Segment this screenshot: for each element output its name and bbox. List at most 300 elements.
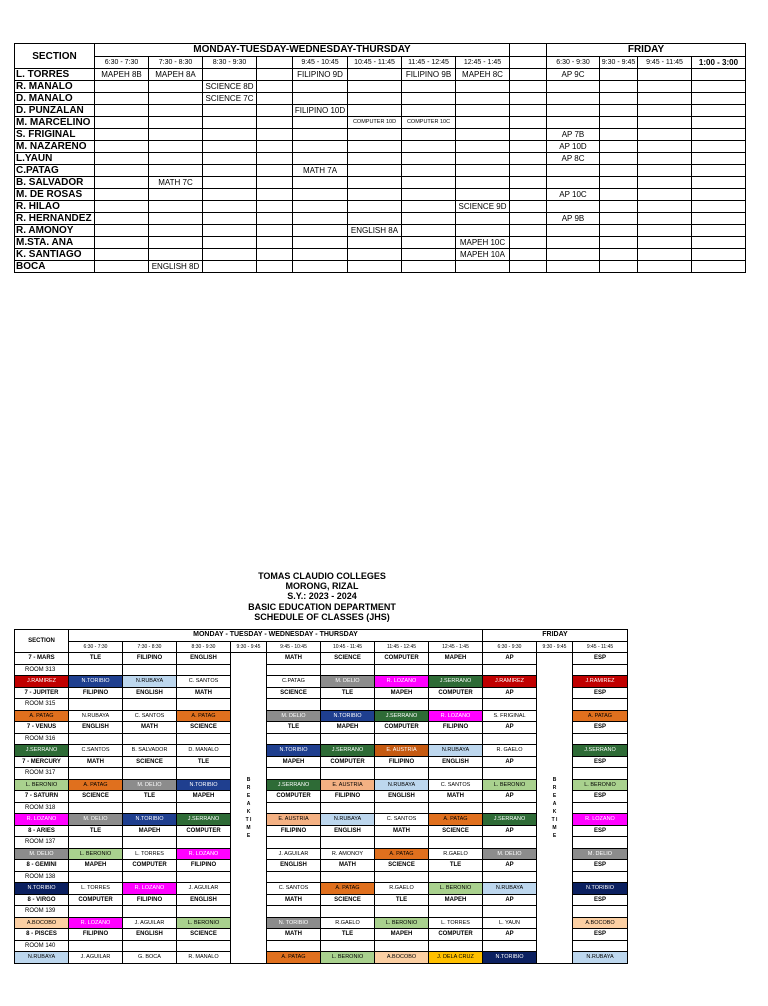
schedule-cell	[600, 189, 638, 201]
schedule-cell	[638, 249, 692, 261]
schedule-cell	[257, 225, 293, 237]
schedule-cell: ENGLISH 8A	[348, 225, 402, 237]
section-schedule-table	[14, 629, 628, 964]
teacher-cell: R. LOZANO	[375, 676, 429, 688]
empty-cell	[573, 802, 628, 814]
schedule-cell	[257, 117, 293, 129]
schedule-cell	[638, 237, 692, 249]
header-gap	[510, 44, 547, 57]
empty-cell	[375, 837, 429, 849]
schedule-cell	[456, 225, 510, 237]
subject-cell: ENGLISH	[267, 860, 321, 872]
schedule-cell	[348, 177, 402, 189]
schedule-cell	[293, 117, 348, 129]
schedule-cell	[348, 69, 402, 81]
section-name: 8 - GEMINI	[15, 860, 69, 872]
schedule-cell	[203, 141, 257, 153]
subject-cell: MAPEH	[375, 929, 429, 941]
teacher-cell: J.SERRANO	[483, 814, 537, 826]
schedule-cell	[456, 81, 510, 93]
empty-cell	[123, 699, 177, 711]
empty-cell	[375, 940, 429, 952]
teacher-cell: R. LOZANO	[177, 848, 231, 860]
schedule-cell	[293, 177, 348, 189]
schedule-cell	[638, 225, 692, 237]
empty-cell	[429, 906, 483, 918]
schedule-cell	[456, 153, 510, 165]
schedule-cell	[600, 153, 638, 165]
schedule-cell	[510, 177, 547, 189]
teacher-schedule-table	[14, 43, 746, 273]
teacher-cell: M. DELIO	[267, 710, 321, 722]
schedule-cell: MATH 7A	[293, 165, 348, 177]
empty-cell	[429, 699, 483, 711]
subject-cell: MATH	[69, 756, 123, 768]
schedule-cell	[95, 141, 149, 153]
time-slot: 11:45 - 12:45	[375, 641, 429, 653]
schedule-cell: AP 9B	[547, 213, 600, 225]
schedule-cell	[600, 117, 638, 129]
room-label: ROOM 137	[15, 837, 69, 849]
schedule-cell	[257, 81, 293, 93]
friday-header: FRIDAY	[483, 630, 628, 642]
subject-cell: ENGLISH	[375, 791, 429, 803]
room-label: ROOM 313	[15, 664, 69, 676]
subject-cell: MAPEH	[321, 722, 375, 734]
teacher-row	[15, 225, 746, 237]
schedule-cell	[510, 93, 547, 105]
subject-cell: FILIPINO	[123, 653, 177, 665]
teacher-cell: J.RAMIREZ	[573, 676, 628, 688]
teacher-cell: M. DELIO	[69, 814, 123, 826]
subject-cell: SCIENCE	[321, 894, 375, 906]
empty-cell	[69, 837, 123, 849]
empty-cell	[375, 733, 429, 745]
teacher-cell: A. PATAG	[573, 710, 628, 722]
time-slot: 10:45 - 11:45	[321, 641, 375, 653]
empty-cell	[69, 699, 123, 711]
teacher-name: C.PATAG	[15, 165, 95, 177]
teacher-cell: J.SERRANO	[267, 779, 321, 791]
school-header	[220, 571, 424, 622]
schedule-cell	[510, 141, 547, 153]
time-slot: 10:45 - 11:45	[348, 57, 402, 69]
teacher-cell: M. DELIO	[573, 848, 628, 860]
schedule-cell	[510, 153, 547, 165]
subject-cell: FILIPINO	[177, 860, 231, 872]
schedule-cell	[638, 117, 692, 129]
schedule-cell	[692, 189, 746, 201]
header-row	[15, 44, 746, 57]
teacher-cell: C.SANTOS	[69, 745, 123, 757]
schedule-cell	[638, 129, 692, 141]
room-label: ROOM 318	[15, 802, 69, 814]
subject-cell: MAPEH	[123, 825, 177, 837]
section-room-row	[15, 733, 628, 745]
teacher-cell: L. BERONIO	[321, 952, 375, 964]
empty-cell	[177, 871, 231, 883]
empty-cell	[321, 733, 375, 745]
schedule-cell	[348, 237, 402, 249]
empty-cell	[177, 837, 231, 849]
schedule-cell	[293, 93, 348, 105]
breaktime-label: B R E A K T I M E	[551, 776, 558, 839]
schedule-cell	[692, 201, 746, 213]
schedule-cell	[402, 153, 456, 165]
teacher-cell: N.RUBAYA	[69, 710, 123, 722]
schedule-cell	[293, 261, 348, 273]
time-slot: 6:30 - 7:30	[95, 57, 149, 69]
empty-cell	[123, 906, 177, 918]
adviser-name: N.TORIBIO	[15, 883, 69, 895]
schedule-cell	[510, 261, 547, 273]
subject-cell: FILIPINO	[321, 791, 375, 803]
teacher-cell: M. DELIO	[321, 676, 375, 688]
schedule-cell	[456, 129, 510, 141]
empty-cell	[123, 837, 177, 849]
schedule-cell	[293, 225, 348, 237]
schedule-cell	[95, 213, 149, 225]
schedule-cell	[203, 225, 257, 237]
teacher-row	[15, 177, 746, 189]
subject-cell: ESP	[573, 825, 628, 837]
schedule-cell	[600, 249, 638, 261]
teacher-cell: R. LOZANO	[69, 917, 123, 929]
teacher-row	[15, 69, 746, 81]
time-slot: 9:45 - 10:45	[267, 641, 321, 653]
subject-cell: TLE	[69, 825, 123, 837]
empty-cell	[123, 664, 177, 676]
mtwth-header: MONDAY-TUESDAY-WEDNESDAY-THURSDAY	[95, 44, 510, 57]
adviser-name: J.SERRANO	[15, 745, 69, 757]
schedule-cell	[149, 81, 203, 93]
teacher-cell: L. TORRES	[69, 883, 123, 895]
empty-cell	[69, 940, 123, 952]
schedule-cell	[510, 129, 547, 141]
teacher-cell: R. LOZANO	[123, 883, 177, 895]
teacher-cell: J. AGUILAR	[177, 883, 231, 895]
empty-cell	[573, 664, 628, 676]
schedule-cell	[692, 237, 746, 249]
subject-cell: COMPUTER	[429, 929, 483, 941]
schedule-cell: AP 10D	[547, 141, 600, 153]
schedule-cell	[348, 105, 402, 117]
section-teacher-row	[15, 814, 628, 826]
section-teacher-row	[15, 676, 628, 688]
time-slot: 8:30 - 9:30	[177, 641, 231, 653]
schedule-cell	[638, 81, 692, 93]
teacher-cell: C. SANTOS	[177, 676, 231, 688]
schedule-cell	[638, 165, 692, 177]
section-name: 7 - SATURN	[15, 791, 69, 803]
empty-cell	[483, 837, 537, 849]
teacher-cell: J. DELA CRUZ	[429, 952, 483, 964]
adviser-name: N.RUBAYA	[15, 952, 69, 964]
section-teacher-row	[15, 883, 628, 895]
schedule-cell	[257, 261, 293, 273]
empty-cell	[177, 699, 231, 711]
schedule-cell	[692, 141, 746, 153]
section-teacher-row	[15, 710, 628, 722]
schedule-cell	[348, 213, 402, 225]
empty-cell	[429, 802, 483, 814]
teacher-cell: L. TORRES	[123, 848, 177, 860]
teacher-row	[15, 261, 746, 273]
subject-cell: MAPEH	[429, 653, 483, 665]
schedule-cell	[348, 189, 402, 201]
school-name: TOMAS CLAUDIO COLLEGES	[258, 571, 386, 581]
schedule-cell	[203, 189, 257, 201]
schedule-cell	[203, 213, 257, 225]
schedule-cell	[510, 165, 547, 177]
empty-cell	[429, 733, 483, 745]
subject-cell: TLE	[375, 894, 429, 906]
empty-cell	[573, 871, 628, 883]
schedule-cell: MAPEH 8A	[149, 69, 203, 81]
schedule-cell	[402, 93, 456, 105]
teacher-cell: L. BERONIO	[573, 779, 628, 791]
schedule-cell	[692, 93, 746, 105]
time-row	[15, 57, 746, 69]
subject-cell: SCIENCE	[375, 860, 429, 872]
schedule-cell	[348, 129, 402, 141]
schedule-cell	[149, 141, 203, 153]
schedule-cell: COMPUTER 10D	[348, 117, 402, 129]
subject-cell: SCIENCE	[69, 791, 123, 803]
schedule-cell	[293, 153, 348, 165]
teacher-cell: E. AUSTRIA	[375, 745, 429, 757]
teacher-cell: J.SERRANO	[429, 676, 483, 688]
subject-cell: FILIPINO	[69, 929, 123, 941]
empty-cell	[321, 699, 375, 711]
subject-cell: AP	[483, 791, 537, 803]
schedule-cell	[600, 81, 638, 93]
schedule-cell	[293, 141, 348, 153]
schedule-cell	[547, 237, 600, 249]
friday-time-slot: 9:30 - 9:45	[600, 57, 638, 69]
empty-cell	[375, 768, 429, 780]
adviser-name: J.RAMIREZ	[15, 676, 69, 688]
section-room-row	[15, 940, 628, 952]
subject-cell: ESP	[573, 860, 628, 872]
schedule-cell	[257, 201, 293, 213]
teacher-row	[15, 105, 746, 117]
adviser-name: A.BOCOBO	[15, 917, 69, 929]
subject-cell: MATH	[123, 722, 177, 734]
schedule-cell	[402, 189, 456, 201]
teacher-cell: A. PATAG	[321, 883, 375, 895]
subject-cell: TLE	[177, 756, 231, 768]
schedule-cell	[456, 105, 510, 117]
teacher-name: BOCA	[15, 261, 95, 273]
teacher-cell: N. TORIBIO	[267, 917, 321, 929]
empty-cell	[483, 871, 537, 883]
teacher-cell: A. PATAG	[375, 848, 429, 860]
empty-cell	[483, 733, 537, 745]
subject-cell: AP	[483, 894, 537, 906]
teacher-row	[15, 117, 746, 129]
subject-cell: AP	[483, 722, 537, 734]
subject-cell: COMPUTER	[375, 722, 429, 734]
empty-cell	[267, 664, 321, 676]
friday-header: FRIDAY	[547, 44, 746, 57]
subject-cell: TLE	[267, 722, 321, 734]
teacher-cell: R. MANALO	[177, 952, 231, 964]
schedule-cell	[203, 201, 257, 213]
friday-breaktime-column	[537, 653, 573, 964]
schedule-cell	[257, 129, 293, 141]
schedule-cell	[456, 93, 510, 105]
section-name: 7 - MARS	[15, 653, 69, 665]
schedule-cell	[203, 237, 257, 249]
empty-cell	[123, 940, 177, 952]
empty-cell	[177, 906, 231, 918]
section-teacher-row	[15, 745, 628, 757]
schedule-cell	[149, 165, 203, 177]
empty-cell	[267, 906, 321, 918]
teacher-cell: C. SANTOS	[375, 814, 429, 826]
schedule-cell	[456, 177, 510, 189]
schedule-cell	[402, 261, 456, 273]
teacher-name: R. HILAO	[15, 201, 95, 213]
schedule-cell	[293, 201, 348, 213]
schedule-cell	[402, 165, 456, 177]
subject-cell: AP	[483, 860, 537, 872]
schedule-cell	[456, 213, 510, 225]
empty-cell	[483, 664, 537, 676]
schedule-cell	[257, 249, 293, 261]
teacher-cell: C.PATAG	[267, 676, 321, 688]
teacher-row	[15, 237, 746, 249]
teacher-cell: N.TORIBIO	[69, 676, 123, 688]
schedule-cell	[600, 105, 638, 117]
schedule-cell: SCIENCE 8D	[203, 81, 257, 93]
schedule-cell	[638, 177, 692, 189]
empty-cell	[177, 940, 231, 952]
schedule-cell	[638, 93, 692, 105]
friday-time-slot: 1:00 - 3:00	[692, 57, 746, 69]
section-subject-row	[15, 929, 628, 941]
time-slot: 12:45 - 1:45	[429, 641, 483, 653]
empty-cell	[483, 768, 537, 780]
subject-cell: ESP	[573, 894, 628, 906]
teacher-cell: L. BERONIO	[177, 917, 231, 929]
section-room-row	[15, 802, 628, 814]
schedule-cell	[402, 81, 456, 93]
schedule-cell: AP 9C	[547, 69, 600, 81]
adviser-name: R. LOZANO	[15, 814, 69, 826]
time-slot	[510, 57, 547, 69]
time-slot	[257, 57, 293, 69]
subject-cell: AP	[483, 756, 537, 768]
schedule-cell: FILIPINO 9B	[402, 69, 456, 81]
schedule-cell	[547, 81, 600, 93]
subject-cell: FILIPINO	[123, 894, 177, 906]
schedule-cell	[547, 165, 600, 177]
schedule-cell	[203, 177, 257, 189]
schedule-cell	[638, 105, 692, 117]
empty-cell	[123, 768, 177, 780]
empty-cell	[375, 664, 429, 676]
time-slot: 6:30 - 9:30	[483, 641, 537, 653]
schedule-cell	[692, 261, 746, 273]
adviser-name: A. PATAG	[15, 710, 69, 722]
schedule-cell	[257, 141, 293, 153]
teacher-cell: N.TORIBIO	[483, 952, 537, 964]
schedule-cell	[203, 261, 257, 273]
teacher-cell: R. LOZANO	[429, 710, 483, 722]
schedule-cell	[600, 261, 638, 273]
subject-cell: ESP	[573, 929, 628, 941]
empty-cell	[267, 768, 321, 780]
time-slot: 9:30 - 9:45	[537, 641, 573, 653]
schedule-cell: ENGLISH 8D	[149, 261, 203, 273]
teacher-row	[15, 213, 746, 225]
schedule-cell	[293, 249, 348, 261]
teacher-cell: C. SANTOS	[267, 883, 321, 895]
teacher-cell: A.BOCOBO	[573, 917, 628, 929]
empty-cell	[321, 837, 375, 849]
teacher-row	[15, 189, 746, 201]
subject-cell: ESP	[573, 756, 628, 768]
subject-cell: MAPEH	[177, 791, 231, 803]
breaktime-column	[231, 653, 267, 964]
teacher-row	[15, 165, 746, 177]
subject-cell: MATH	[267, 929, 321, 941]
teacher-cell: N.TORIBIO	[321, 710, 375, 722]
schedule-cell	[600, 69, 638, 81]
schedule-cell: FILIPINO 10D	[293, 105, 348, 117]
schedule-cell: MAPEH 8C	[456, 69, 510, 81]
school-year: S.Y.: 2023 - 2024	[287, 591, 357, 602]
teacher-cell: C. SANTOS	[123, 710, 177, 722]
schedule-cell	[600, 177, 638, 189]
schedule-cell	[348, 201, 402, 213]
teacher-cell: A.BOCOBO	[375, 952, 429, 964]
empty-cell	[267, 699, 321, 711]
teacher-cell: L. BERONIO	[429, 883, 483, 895]
empty-cell	[573, 733, 628, 745]
section-teacher-row	[15, 952, 628, 964]
schedule-cell	[402, 129, 456, 141]
teacher-row	[15, 153, 746, 165]
schedule-cell	[203, 165, 257, 177]
schedule-cell	[402, 141, 456, 153]
subject-cell: MAPEH	[375, 687, 429, 699]
schedule-cell	[600, 141, 638, 153]
schedule-cell	[402, 213, 456, 225]
adviser-name: L. BERONIO	[15, 779, 69, 791]
empty-cell	[177, 664, 231, 676]
time-row	[15, 641, 628, 653]
subject-cell: AP	[483, 825, 537, 837]
header-row	[15, 630, 628, 642]
empty-cell	[69, 733, 123, 745]
time-slot: 7:30 - 8:30	[123, 641, 177, 653]
schedule-cell	[149, 105, 203, 117]
schedule-cell	[456, 165, 510, 177]
schedule-cell	[95, 189, 149, 201]
schedule-cell	[257, 153, 293, 165]
teacher-row	[15, 141, 746, 153]
teacher-cell: B. SALVADOR	[123, 745, 177, 757]
schedule-cell	[510, 81, 547, 93]
schedule-cell: AP 8C	[547, 153, 600, 165]
empty-cell	[573, 906, 628, 918]
empty-cell	[321, 664, 375, 676]
teacher-row	[15, 81, 746, 93]
empty-cell	[267, 733, 321, 745]
